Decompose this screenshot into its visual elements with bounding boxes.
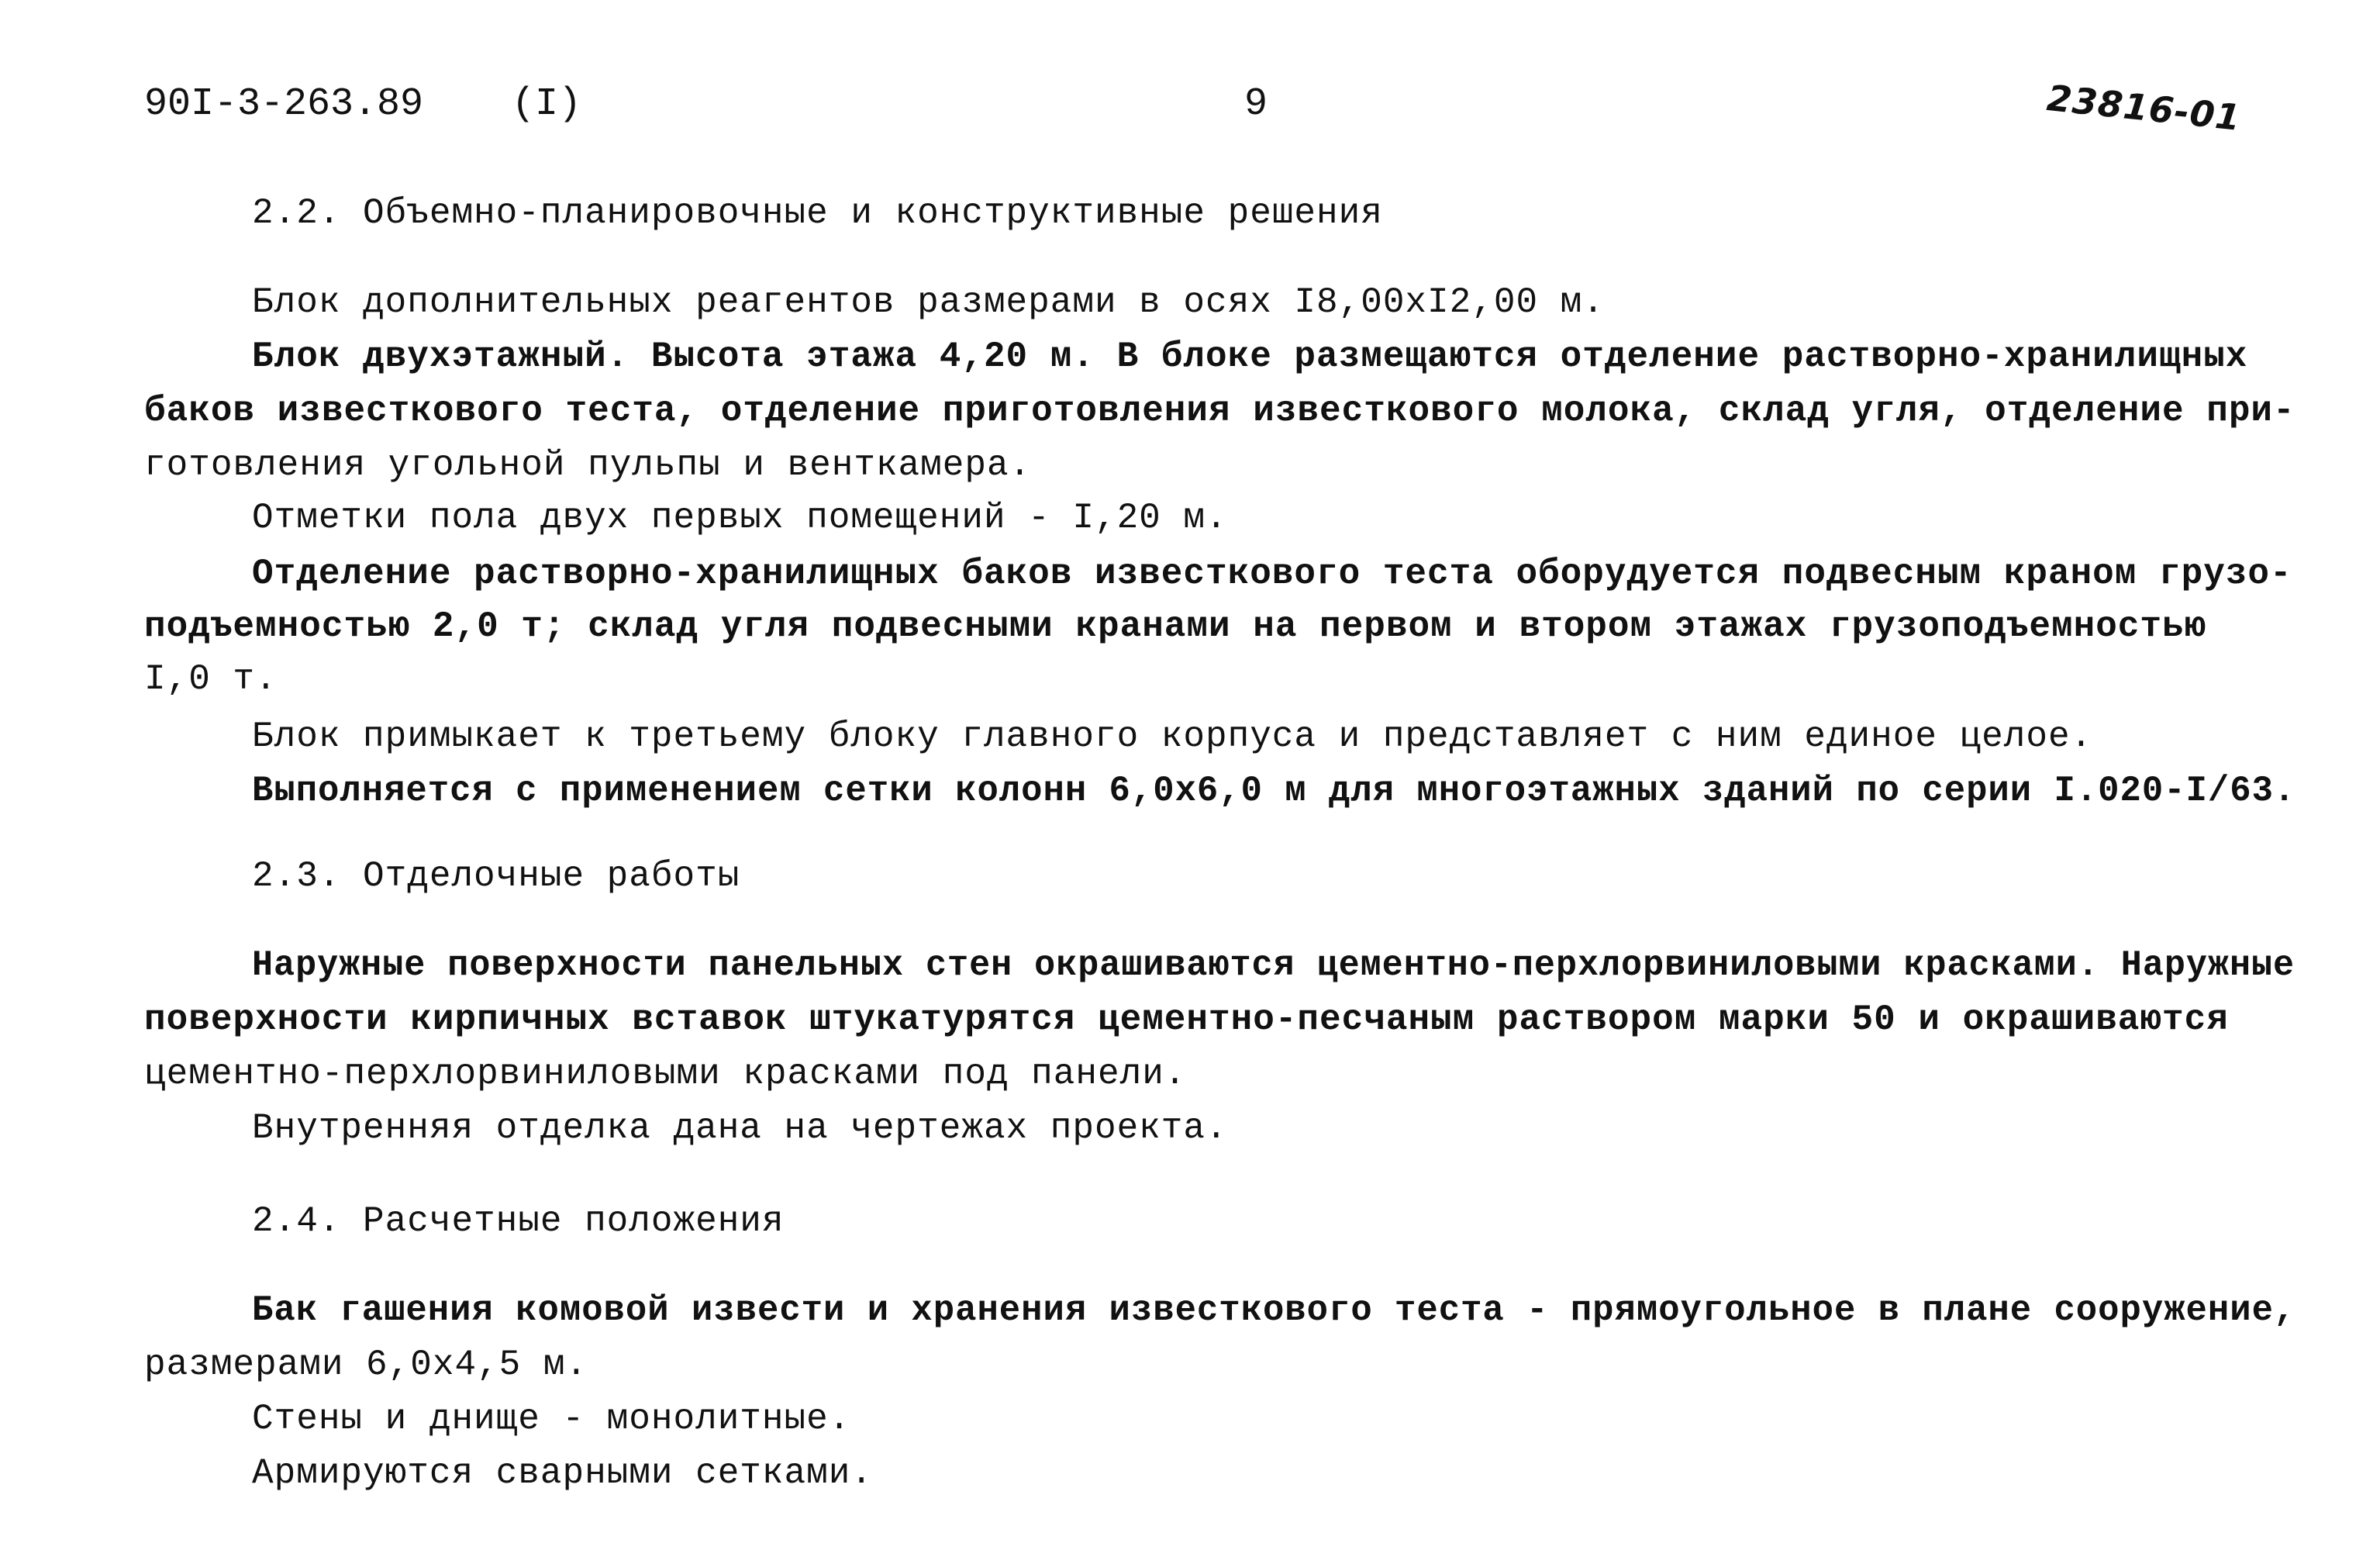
paragraph-line: Отметки пола двух первых помещений - I,20 м. xyxy=(252,498,1228,538)
paragraph-line: Блок двухэтажный. Высота этажа 4,20 м. В блоке размещаются отделение растворно-хранилищных xyxy=(252,337,2248,377)
paragraph-line: готовления угольной пульпы и венткамера. xyxy=(144,445,1032,485)
paragraph-line: Выполняется с применением сетки колонн 6,0x6,0 м для многоэтажных зданий по серии I.020-I/63. xyxy=(252,771,2296,811)
section-heading: 2.2. Объемно-планировочные и конструктивные решения xyxy=(252,193,1383,233)
paragraph-line: Наружные поверхности панельных стен окрашиваются цементно-перхлорвиниловыми красками. Наружные xyxy=(252,945,2295,986)
paragraph-line: размерами 6,0x4,5 м. xyxy=(144,1345,588,1385)
paragraph-line: Бак гашения комовой извести и хранения известкового теста - прямоугольное в плане сооружение, xyxy=(252,1290,2296,1331)
section-heading: 2.3. Отделочные работы xyxy=(252,856,740,896)
paragraph-line: Стены и днище - монолитные. xyxy=(252,1399,851,1439)
paragraph-line: I,0 т. xyxy=(144,659,278,699)
paragraph-line: цементно-перхлорвиниловыми красками под панели. xyxy=(144,1054,1187,1094)
paragraph-line: баков известкового теста, отделение приготовления известкового молока, склад угля, отделение при- xyxy=(144,391,2295,431)
handwritten-stamp: 23816-01 xyxy=(2044,77,2244,139)
document-code: 90I-3-263.89 xyxy=(144,82,424,126)
section-heading: 2.4. Расчетные положения xyxy=(252,1201,785,1241)
paragraph-line: Внутренняя отделка дана на чертежах проекта. xyxy=(252,1108,1228,1148)
paragraph-line: подъемностью 2,0 т; склад угля подвесными кранами на первом и втором этажах грузоподъемностью xyxy=(144,606,2207,647)
page-number: 9 xyxy=(1244,82,1268,126)
paragraph-line: Блок примыкает к третьему блоку главного корпуса и представляет с ним единое целое. xyxy=(252,716,2093,757)
paragraph-line: Армируются сварными сетками. xyxy=(252,1453,873,1493)
paragraph-line: Отделение растворно-хранилищных баков известкового теста оборудуется подвесным краном грузо- xyxy=(252,554,2292,594)
volume-number: (I) xyxy=(512,82,582,126)
paragraph-line: Блок дополнительных реагентов размерами в осях I8,00xI2,00 м. xyxy=(252,282,1605,323)
paragraph-line: поверхности кирпичных вставок штукатурятся цементно-песчаным раствором марки 50 и окрашиваются xyxy=(144,999,2229,1040)
